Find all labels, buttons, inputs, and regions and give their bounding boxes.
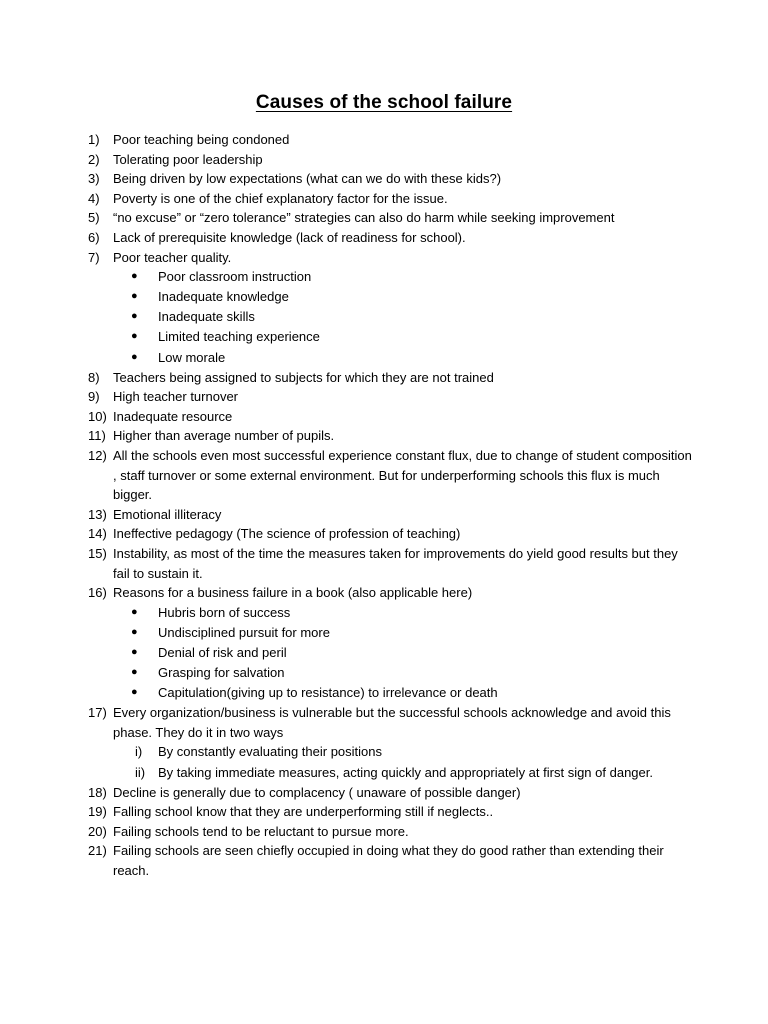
list-item xyxy=(0,841,768,880)
bullet-text: Grasping for salvation xyxy=(158,665,285,681)
list-item xyxy=(0,524,768,544)
list-item xyxy=(0,544,768,583)
bullet-item xyxy=(0,603,768,623)
bullet-text: Inadequate skills xyxy=(158,309,255,325)
list-item-number: 17) xyxy=(88,705,107,721)
list-item-number: 4) xyxy=(88,190,100,206)
list-item-text: Instability, as most of the time the measures taken for improvements do yield good results but they fail to sustain it. xyxy=(113,545,678,581)
bullet-icon: ● xyxy=(131,270,138,283)
bullet-icon: ● xyxy=(131,645,138,658)
list-item-number: 21) xyxy=(88,843,107,859)
roman-numeral: i) xyxy=(135,744,143,760)
bullet-text: Poor classroom instruction xyxy=(158,269,312,285)
bullet-text: Undisciplined pursuit for more xyxy=(158,624,330,640)
list-item-text: Ineffective pedagogy (The science of profession of teaching) xyxy=(113,526,461,542)
list-item xyxy=(0,387,768,407)
list-item xyxy=(0,150,768,170)
bullet-text: Capitulation(giving up to resistance) to irrelevance or death xyxy=(158,685,498,701)
list-item-text: High teacher turnover xyxy=(113,389,239,405)
list-item-number: 15) xyxy=(88,545,107,561)
list-item-text: Failing schools are seen chiefly occupied in doing what they do good rather than extending their reach. xyxy=(113,843,664,878)
list-item-number: 3) xyxy=(88,171,100,187)
list-item-text: Teachers being assigned to subjects for which they are not trained xyxy=(113,369,494,385)
list-item-number: 7) xyxy=(88,249,100,265)
list-item-number: 19) xyxy=(88,804,107,820)
list-item xyxy=(0,130,768,150)
list-item xyxy=(0,169,768,189)
bullet-item xyxy=(0,623,768,643)
bullet-icon: ● xyxy=(131,290,138,303)
list-item xyxy=(0,822,768,842)
bullet-item xyxy=(0,643,768,663)
bullet-text: Hubris born of success xyxy=(158,604,291,620)
bullet-item xyxy=(0,307,768,327)
list-item-number: 18) xyxy=(88,784,107,800)
list-item-number: 16) xyxy=(88,585,107,601)
list-item xyxy=(0,208,768,228)
bullet-icon: ● xyxy=(131,686,138,699)
list-item-text: Higher than average number of pupils. xyxy=(113,428,335,444)
list-item-text: Poor teacher quality. xyxy=(113,249,232,265)
list-item-number: 2) xyxy=(88,151,100,167)
roman-item xyxy=(0,763,768,783)
list-item xyxy=(0,446,768,505)
list-item-text: Every organization/business is vulnerable but the successful schools acknowledge and avoid this phase. They do it in two ways xyxy=(113,705,671,740)
list-item-text: Decline is generally due to complacency ( unaware of possible danger) xyxy=(113,784,521,800)
bullet-icon: ● xyxy=(131,330,138,343)
roman-item xyxy=(0,742,768,762)
list-item-number: 12) xyxy=(88,448,107,463)
list-item-number: 13) xyxy=(88,506,107,522)
page-title: Causes of the school failure xyxy=(255,92,513,113)
list-item-text: Poor teaching being condoned xyxy=(113,132,290,147)
bullet-icon: ● xyxy=(131,605,138,618)
list-item-text: “no excuse” or “zero tolerance” strategies can also do harm while seeking improvement xyxy=(113,210,615,226)
list-item-text: Failing schools tend to be reluctant to pursue more. xyxy=(113,823,409,839)
roman-text: By constantly evaluating their positions xyxy=(158,744,383,760)
roman-numeral: ii) xyxy=(135,764,146,780)
list-item xyxy=(0,368,768,388)
bullet-item xyxy=(0,267,768,287)
bullet-icon: ● xyxy=(131,310,138,323)
list-item xyxy=(0,783,768,803)
list-item-number: 20) xyxy=(88,823,107,839)
list-item-text: Falling school know that they are underperforming still if neglects.. xyxy=(113,804,494,820)
list-item-text: Lack of prerequisite knowledge (lack of readiness for school). xyxy=(113,229,466,245)
bullet-icon: ● xyxy=(131,350,138,363)
list-item xyxy=(0,189,768,209)
list-item-number: 1) xyxy=(88,132,100,147)
bullet-icon: ● xyxy=(131,666,138,679)
bullet-item xyxy=(0,287,768,307)
list-item-number: 5) xyxy=(88,210,100,226)
list-item xyxy=(0,802,768,822)
list-item-text: Emotional illiteracy xyxy=(113,506,222,522)
list-item-text: Inadequate resource xyxy=(113,408,233,424)
list-item-number: 10) xyxy=(88,408,107,424)
list-item-number: 11) xyxy=(88,428,106,444)
list-item xyxy=(0,583,768,603)
list-item xyxy=(0,228,768,248)
bullet-item xyxy=(0,683,768,703)
list-item xyxy=(0,407,768,427)
bullet-icon: ● xyxy=(131,625,138,638)
bullet-text: Inadequate knowledge xyxy=(158,289,289,305)
list-item-text: Tolerating poor leadership xyxy=(113,151,263,167)
bullet-item xyxy=(0,327,768,347)
list-item-text: Reasons for a business failure in a book (also applicable here) xyxy=(113,585,473,601)
bullet-text: Denial of risk and peril xyxy=(158,644,287,660)
list-item-text: Poverty is one of the chief explanatory factor for the issue. xyxy=(113,190,448,206)
list-item xyxy=(0,426,768,446)
list-item xyxy=(0,505,768,525)
bullet-text: Low morale xyxy=(158,349,226,365)
bullet-text: Limited teaching experience xyxy=(158,329,320,345)
list-item-number: 14) xyxy=(88,526,107,542)
list-item-text: Being driven by low expectations (what can we do with these kids?) xyxy=(113,171,502,187)
roman-text: By taking immediate measures, acting quickly and appropriately at first sign of danger. xyxy=(158,764,653,780)
bullet-item xyxy=(0,663,768,683)
list-item-text: All the schools even most successful experience constant flux, due to change of student composition , staff turnover or some external environment. But for underperforming schools this flux is much bigger. xyxy=(113,448,692,503)
list-item xyxy=(0,248,768,268)
list-item-number: 6) xyxy=(88,229,100,245)
list-item-number: 9) xyxy=(88,389,100,405)
causes-list xyxy=(0,130,768,881)
list-item xyxy=(0,703,768,742)
bullet-item xyxy=(0,348,768,368)
list-item-number: 8) xyxy=(88,369,100,385)
